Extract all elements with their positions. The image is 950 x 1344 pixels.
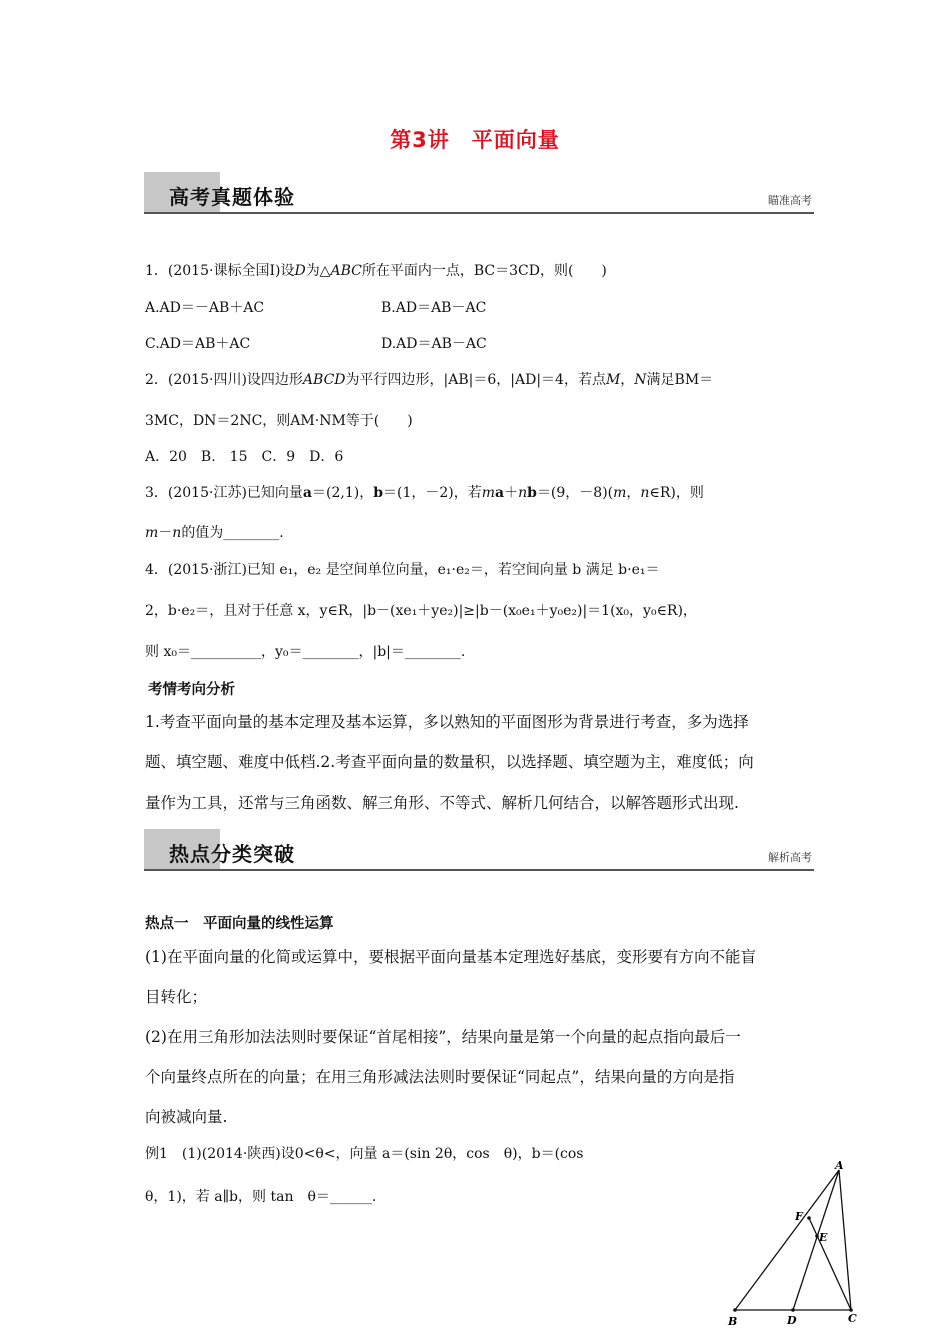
analysis-line-2: 题、填空题、难度中低档.2.考查平面向量的数量积，以选择题、填空题为主，难度低；向 — [145, 753, 754, 771]
example-1-line-1: 例1 (1)(2014·陕西)设0<θ<，向量 a＝(sin 2θ，cos θ)，b＝(cos — [145, 1146, 584, 1162]
point-d — [791, 1308, 795, 1312]
hotpoint-p2-line-3: 向被减向量. — [145, 1108, 228, 1126]
question-2-line-2: 3MC，DN＝2NC，则AM·NM等于( ) — [145, 413, 413, 429]
analysis-heading: 考情考向分析 — [148, 682, 235, 698]
question-2-options: A．20 B. 15 C．9 D．6 — [145, 449, 344, 465]
point-f — [807, 1216, 811, 1220]
label-c: C — [848, 1312, 857, 1325]
section-header-exam — [144, 172, 814, 214]
section-rule — [144, 212, 814, 214]
label-d: D — [787, 1314, 797, 1327]
hotpoint-p1-line-1: (1)在平面向量的化简或运算中，要根据平面向量基本定理选好基底，变形要有方向不能盲 — [145, 948, 756, 966]
section-label: 高考真题体验 — [169, 185, 295, 209]
analysis-line-3: 量作为工具，还常与三角函数、解三角形、不等式、解析几何结合，以解答题形式出现. — [145, 794, 739, 812]
hotpoint-p2-line-1: (2)在用三角形加法法则时要保证“首尾相接”，结果向量是第一个向量的起点指向最后一 — [145, 1028, 741, 1046]
section-tag: 瞄准高考 — [768, 194, 812, 207]
q1-option-c: C.AD＝AB＋AC — [145, 336, 251, 352]
label-f: F — [795, 1210, 803, 1223]
question-4-line-2: 2，b·e₂＝，且对于任意 x，y∈R，|b－(xe₁＋ye₂)|≥|b－(x₀e₁＋y₀e₂)|＝1(x₀，y₀∈R)， — [145, 603, 697, 619]
question-3: 3．(2015·江苏)已知向量a＝(2,1)，b＝(1，－2)，若ma＋nb＝(9，－8)(m，n∈R)，则 — [145, 485, 704, 501]
question-1: 1．(2015·课标全国Ⅰ)设D为△ABC所在平面内一点，BC＝3CD，则( ) — [145, 263, 607, 279]
q1-option-a: A.AD＝－AB＋AC — [145, 300, 265, 316]
q1-option-b: B.AD＝AB－AC — [381, 300, 487, 316]
q1-option-d: D.AD＝AB－AC — [381, 336, 487, 352]
segment-ad — [793, 1170, 839, 1310]
page-title: 第3讲 平面向量 — [390, 128, 560, 152]
section-header-hot — [144, 829, 814, 871]
hotpoint-heading: 热点一 平面向量的线性运算 — [145, 916, 334, 932]
section-rule — [144, 869, 814, 871]
question-2: 2．(2015·四川)设四边形ABCD为平行四边形，|AB|＝6，|AD|＝4，若点M，N满足BM＝ — [145, 372, 714, 388]
section-tag: 解析高考 — [768, 851, 812, 864]
question-4-line-3: 则 x₀＝__________，y₀＝________，|b|＝________. — [145, 644, 466, 660]
analysis-line-1: 1.考查平面向量的基本定理及基本运算，多以熟知的平面图形为背景进行考查，多为选择 — [145, 713, 749, 731]
label-b: B — [728, 1315, 738, 1328]
triangle-figure — [724, 1158, 864, 1338]
question-3-line-2: m－n的值为________. — [145, 525, 284, 541]
question-4: 4．(2015·浙江)已知 e₁，e₂ 是空间单位向量，e₁·e₂＝，若空间向量 b 满足 b·e₁＝ — [145, 562, 660, 578]
hotpoint-p2-line-2: 个向量终点所在的向量；在用三角形减法法则时要保证“同起点”，结果向量的方向是指 — [145, 1068, 735, 1086]
label-a: A — [835, 1159, 844, 1172]
example-1-line-2: θ，1)，若 a∥b，则 tan θ＝______. — [145, 1189, 377, 1205]
hotpoint-p1-line-2: 目转化； — [145, 988, 208, 1006]
point-b — [733, 1308, 737, 1312]
label-e: E — [819, 1231, 828, 1244]
section-label: 热点分类突破 — [169, 842, 295, 866]
